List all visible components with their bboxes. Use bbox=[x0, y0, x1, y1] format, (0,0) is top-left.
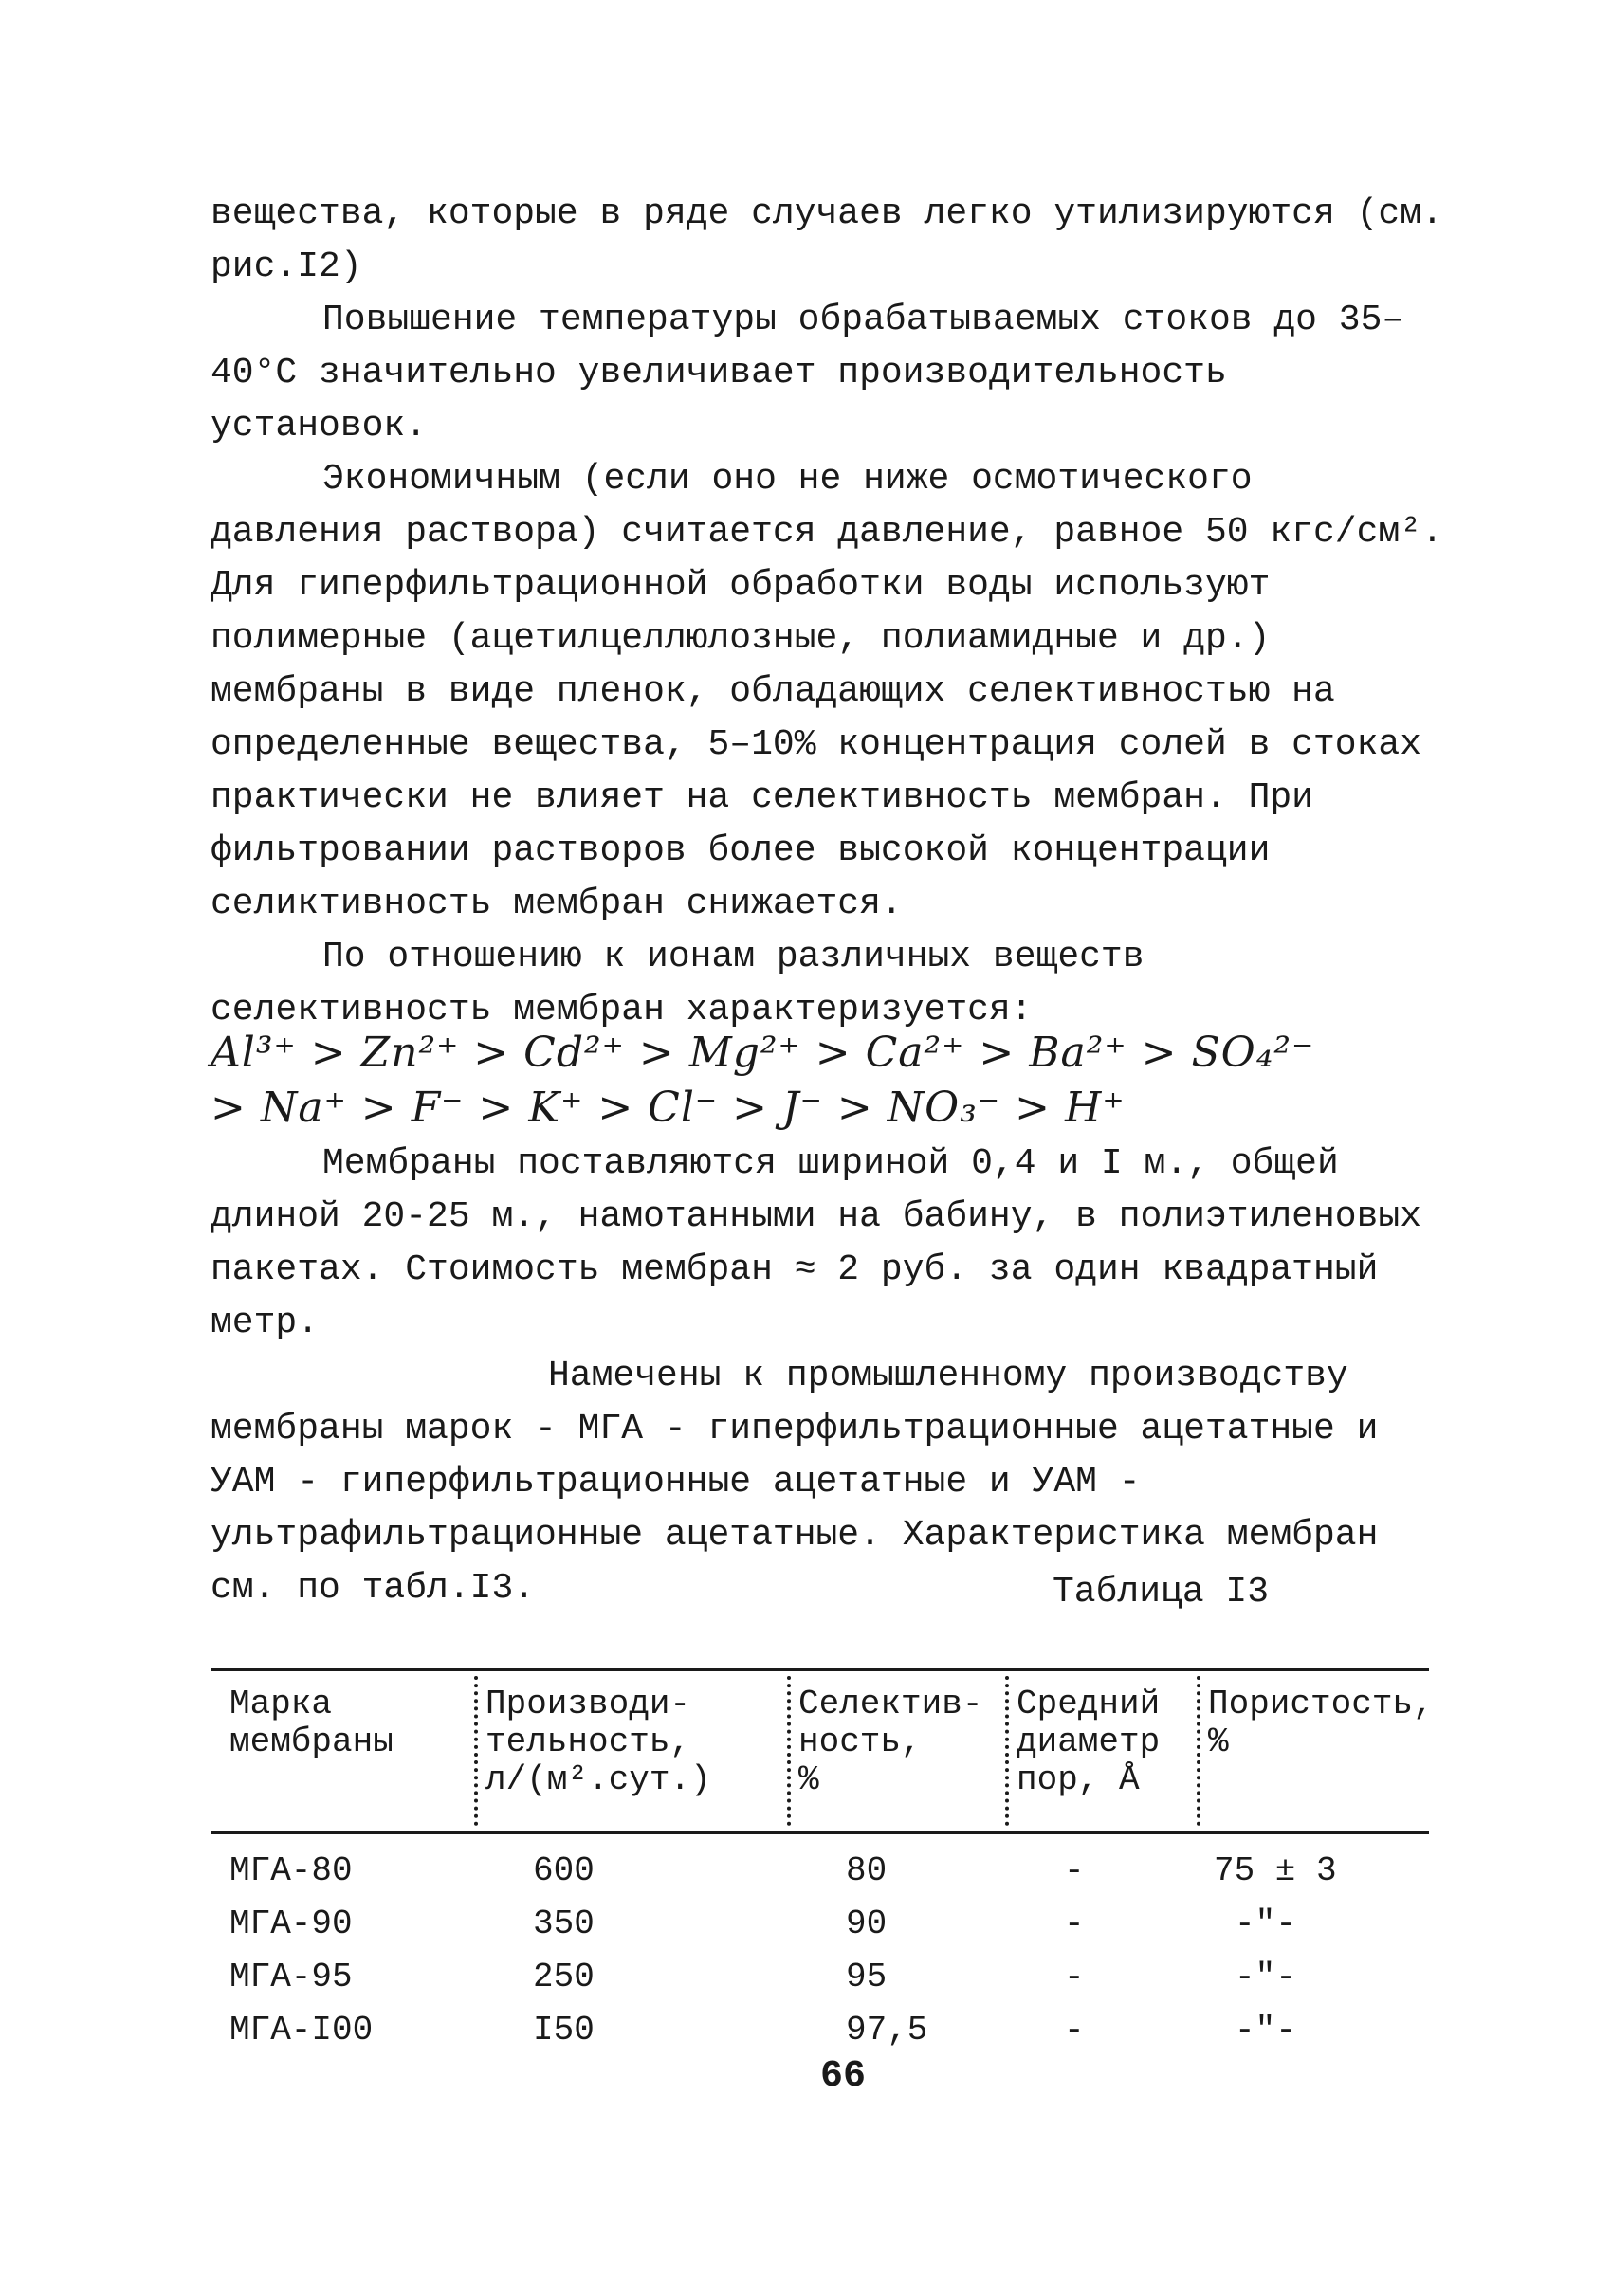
cell-productivity: 250 bbox=[533, 1958, 595, 1996]
cell-porosity: 75 ± 3 bbox=[1214, 1851, 1337, 1890]
table-row bbox=[211, 1951, 1429, 2004]
header-productivity: Производи- тельность, л/(м².сут.) bbox=[485, 1685, 711, 1799]
column-separator bbox=[1005, 1676, 1009, 1826]
formula-line-1: Al³⁺ > Zn²⁺ > Cd²⁺ > Mg²⁺ > Ca²⁺ > Ba²⁺ > SO₄²⁻ bbox=[211, 1029, 1315, 1077]
cell-brand: МГА-90 bbox=[229, 1904, 353, 1943]
table-header-rule bbox=[211, 1831, 1429, 1834]
cell-brand: МГА-95 bbox=[229, 1958, 353, 1996]
cell-pore-diameter: - bbox=[1064, 2011, 1085, 2050]
header-pore-diameter: Средний диаметр пор, Å bbox=[1017, 1685, 1161, 1799]
column-separator bbox=[787, 1676, 791, 1826]
paragraph-membrane-brands: Намечены к промышленному производству мембраны марок - МГА - гиперфильтрационные ацетатные и УАМ - гиперфильтрационные ацетатные и УАМ - ультрафильтрационные ацетатные. Характеристика мембран см. по табл.I3. bbox=[211, 1356, 1379, 1609]
cell-porosity: -"- bbox=[1235, 1958, 1296, 1996]
cell-productivity: 350 bbox=[533, 1904, 595, 1943]
body-text-top bbox=[211, 188, 1443, 1037]
table-row bbox=[211, 1845, 1429, 1898]
paragraph-pressure: Экономичным (если оно не ниже осмотического давления раствора) считается давление, равное 50 кгс/см². Для гиперфильтрационной обработки воды используют полимерные (ацетилцеллюлозные, полиамидные и др.) мембраны в виде пленок, обладающих селективностью на определенные вещества, 5–10% концентрация солей в стоках практически не влияет на селективность мембран. При фильтровании растворов более высокой концентрации селиктивность мембран снижается. bbox=[211, 459, 1443, 924]
body-text-bottom bbox=[211, 1138, 1443, 1615]
header-porosity: Пористость, % bbox=[1208, 1685, 1434, 1761]
cell-pore-diameter: - bbox=[1064, 1851, 1085, 1890]
column-separator bbox=[1197, 1676, 1200, 1826]
formula-line-2: > Na⁺ > F⁻ > K⁺ > Cl⁻ > J⁻ > NO₃⁻ > H⁺ bbox=[211, 1084, 1126, 1132]
table-top-rule bbox=[211, 1668, 1429, 1671]
cell-brand: МГА-I00 bbox=[229, 2011, 374, 2050]
cell-brand: МГА-80 bbox=[229, 1851, 353, 1890]
cell-pore-diameter: - bbox=[1064, 1904, 1085, 1943]
cell-porosity: -"- bbox=[1235, 1904, 1296, 1943]
cell-productivity: 600 bbox=[533, 1851, 595, 1890]
ion-selectivity-formula bbox=[211, 1026, 1443, 1136]
cell-selectivity: 90 bbox=[846, 1904, 888, 1943]
cell-selectivity: 97,5 bbox=[846, 2011, 928, 2050]
header-brand: Марка мембраны bbox=[229, 1685, 394, 1761]
table-row bbox=[211, 2004, 1429, 2057]
column-separator bbox=[474, 1676, 478, 1826]
paragraph-continuation: вещества, которые в ряде случаев легко утилизируются (см. рис.I2) bbox=[211, 193, 1443, 287]
cell-selectivity: 95 bbox=[846, 1958, 888, 1996]
cell-selectivity: 80 bbox=[846, 1851, 888, 1890]
cell-pore-diameter: - bbox=[1064, 1958, 1085, 1996]
cell-porosity: -"- bbox=[1235, 2011, 1296, 2050]
paragraph-temperature: Повышение температуры обрабатываемых стоков до 35–40°С значительно увеличивает производительность установок. bbox=[211, 300, 1404, 446]
table-row bbox=[211, 1898, 1429, 1951]
header-selectivity: Селектив- ность, % bbox=[798, 1685, 983, 1799]
page-number: 66 bbox=[820, 2055, 867, 2098]
paragraph-selectivity-intro: По отношению к ионам различных веществ селективность мембран характеризуется: bbox=[211, 937, 1145, 1030]
cell-productivity: I50 bbox=[533, 2011, 595, 2050]
table-caption: Таблица I3 bbox=[1053, 1572, 1270, 1613]
paragraph-membrane-supply: Мембраны поставляются шириной 0,4 и I м., общей длиной 20-25 м., намотанными на бабину, в полиэтиленовых пакетах. Стоимость мембран ≈ 2 руб. за один квадратный метр. bbox=[211, 1143, 1422, 1343]
